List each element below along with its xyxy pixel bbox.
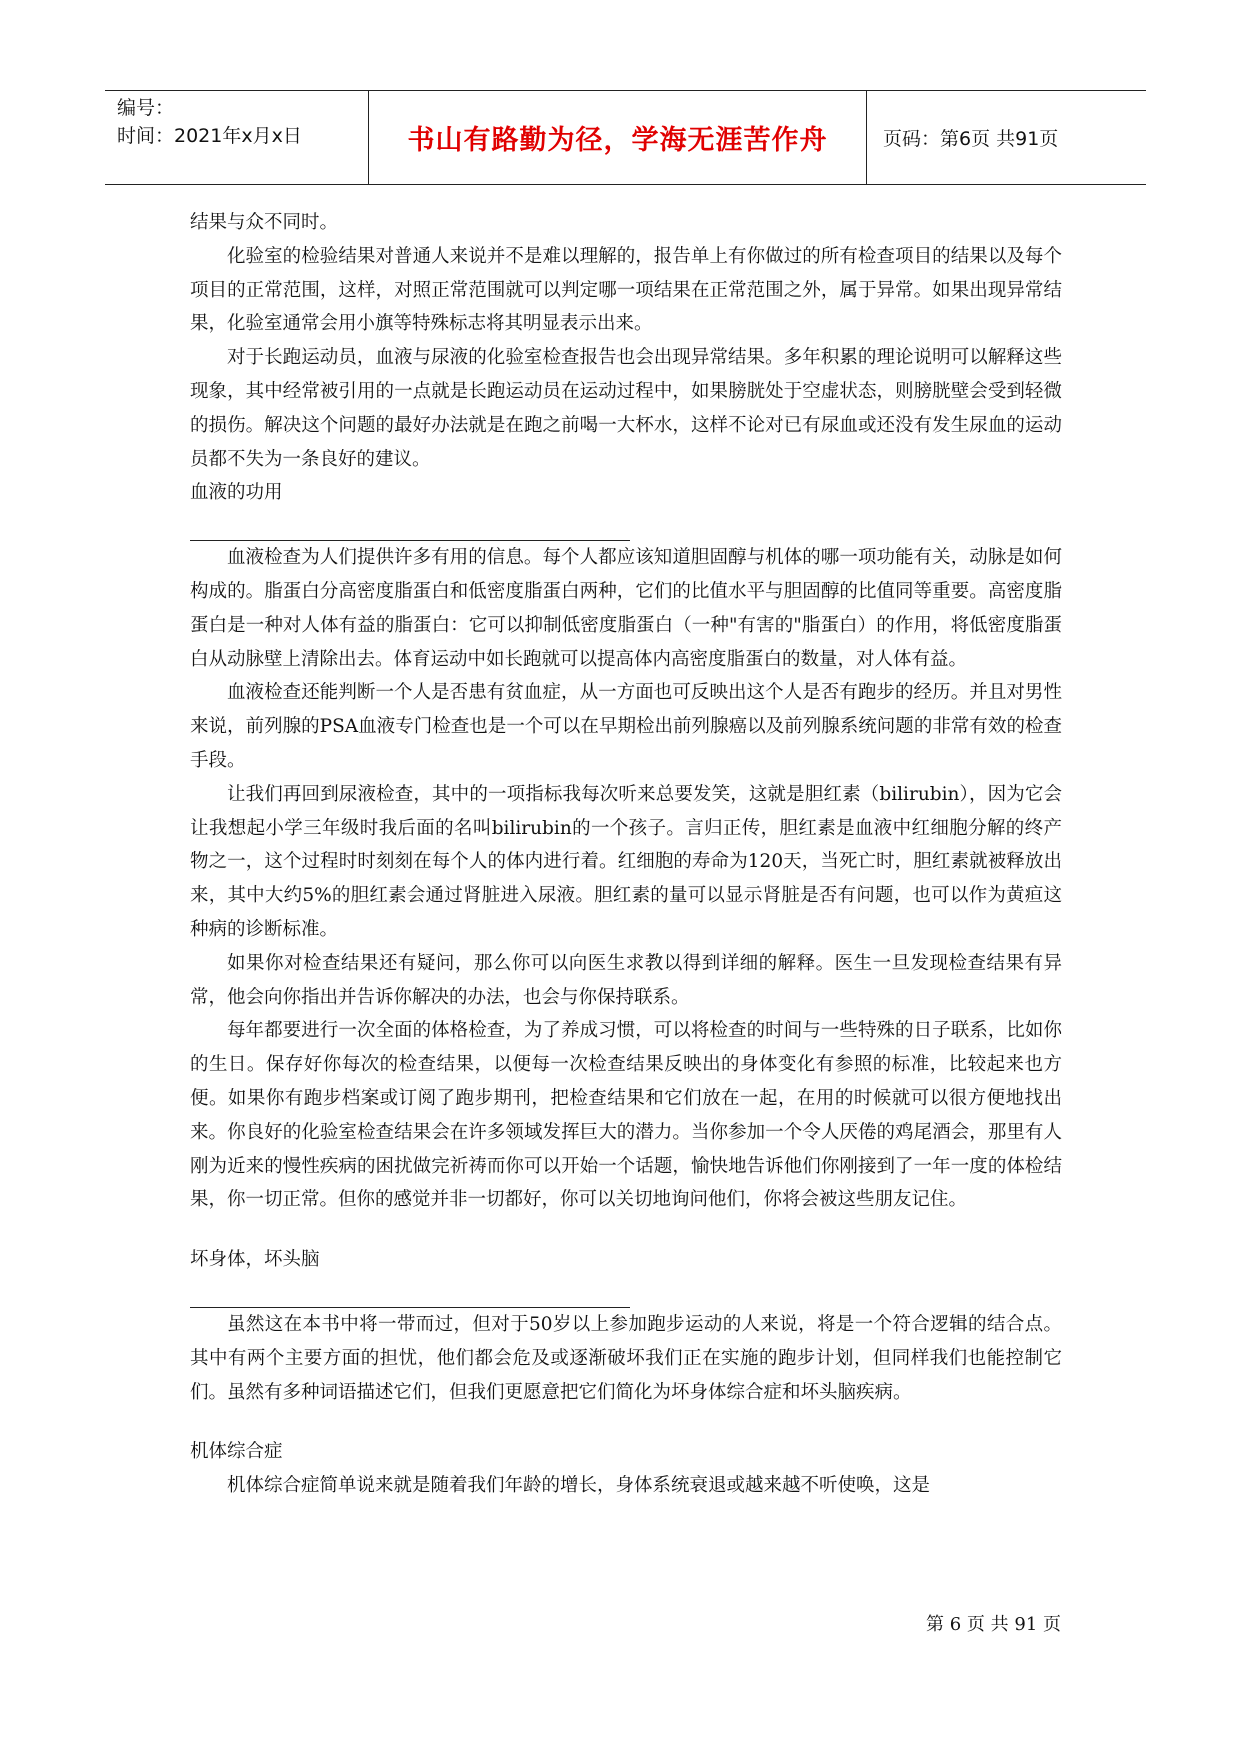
- document-time-label: 时间：2021年x月x日: [117, 125, 302, 147]
- paragraph: 让我们再回到尿液检查，其中的一项指标我每次听来总要发笑，这就是胆红素（bilirubin），因为它会让我想起小学三年级时我后面的名叫bilirubin的一个孩子。言归正传，胆红素是血液中红细胞分解的终产物之一，这个过程时时刻刻在每个人的体内进行着。红细胞的寿命为120天，当死亡时，胆红素就被释放出来，其中大约5%的胆红素会通过肾脏进入尿液。胆红素的量可以显示肾脏是否有问题，也可以作为黄疸这种病的诊断标准。: [190, 783, 1062, 940]
- paragraph: 虽然这在本书中将一带而过，但对于50岁以上参加跑步运动的人来说，将是一个符合逻辑的结合点。其中有两个主要方面的担忧，他们都会危及或逐渐破坏我们正在实施的跑步计划，但同样我们也能控制它们。虽然有多种词语描述它们，但我们更愿意把它们简化为坏身体综合症和坏头脑疾病。: [190, 1313, 1062, 1403]
- paragraph: 结果与众不同时。: [190, 212, 339, 233]
- header-page-cell: [867, 91, 1146, 184]
- spacer: [190, 1409, 1062, 1435]
- section-heading-body-syndrome: 机体综合症: [190, 1441, 283, 1463]
- header-motto: 书山有路勤为径，学海无涯苦作舟: [407, 125, 828, 156]
- section-heading-blood: 血液的功用: [190, 482, 283, 504]
- paragraph: 如果你对检查结果还有疑问，那么你可以向医生求教以得到详细的解释。医生一旦发现检查结果有异常，他会向你指出并告诉你解决的办法，也会与你保持联系。: [190, 952, 1062, 1008]
- paragraph: 血液检查为人们提供许多有用的信息。每个人都应该知道胆固醇与机体的哪一项功能有关，动脉是如何构成的。脂蛋白分高密度脂蛋白和低密度脂蛋白两种，它们的比值水平与胆固醇的比值同等重要。高密度脂蛋白是一种对人体有益的脂蛋白：它可以抑制低密度脂蛋白（一种"有害的"脂蛋白）的作用，将低密度脂蛋白从动脉壁上清除出去。体育运动中如长跑就可以提高体内高密度脂蛋白的数量，对人体有益。: [190, 547, 1062, 670]
- spacer: [190, 510, 1062, 540]
- header-meta-cell: [105, 91, 369, 184]
- document-number-label: 编号：: [117, 97, 175, 119]
- page-header: [105, 90, 1146, 185]
- page-footer: 第 6 页 共 91 页: [926, 1614, 1061, 1635]
- document-body: [190, 206, 1062, 1503]
- paragraph: 每年都要进行一次全面的体格检查，为了养成习惯，可以将检查的时间与一些特殊的日子联系，比如你的生日。保存好你每次的检查结果，以便每一次检查结果反映出的身体变化有参照的标准，比较起来也方便。如果你有跑步档案或订阅了跑步期刊，把检查结果和它们放在一起，在用的时候就可以很方便地找出来。你良好的化验室检查结果会在许多领域发挥巨大的潜力。当你参加一个令人厌倦的鸡尾酒会，那里有人刚为近来的慢性疾病的困扰做完祈祷而你可以开始一个话题，愉快地告诉他们你刚接到了一年一度的体检结果，你一切正常。但你的感觉并非一切都好，你可以关切地询问他们，你将会被这些朋友记住。: [190, 1020, 1062, 1211]
- paragraph: 血液检查还能判断一个人是否患有贫血症，从一方面也可反映出这个人是否有跑步的经历。并且对男性来说，前列腺的PSA血液专门检查也是一个可以在早期检出前列腺癌以及前列腺系统问题的非常有效的检查手段。: [190, 682, 1062, 771]
- section-heading-bad-body: 坏身体，坏头脑: [190, 1249, 320, 1271]
- spacer: [190, 1277, 1062, 1307]
- header-motto-cell: [369, 91, 867, 184]
- paragraph: 对于长跑运动员，血液与尿液的化验室检查报告也会出现异常结果。多年积累的理论说明可以解释这些现象，其中经常被引用的一点就是长跑运动员在运动过程中，如果膀胱处于空虚状态，则膀胱壁会受到轻微的损伤。解决这个问题的最好办法就是在跑之前喝一大杯水，这样不论对已有尿血或还没有发生尿血的运动员都不失为一条良好的建议。: [190, 347, 1062, 470]
- paragraph: 机体综合症简单说来就是随着我们年龄的增长，身体系统衰退或越来越不听使唤，这是: [227, 1475, 931, 1497]
- spacer: [190, 1217, 1062, 1243]
- paragraph: 化验室的检验结果对普通人来说并不是难以理解的，报告单上有你做过的所有检查项目的结果以及每个项目的正常范围，这样，对照正常范围就可以判定哪一项结果在正常范围之外，属于异常。如果出现异常结果，化验室通常会用小旗等特殊标志将其明显表示出来。: [190, 245, 1062, 335]
- header-page-info: 页码：第6页 共91页: [883, 128, 1059, 150]
